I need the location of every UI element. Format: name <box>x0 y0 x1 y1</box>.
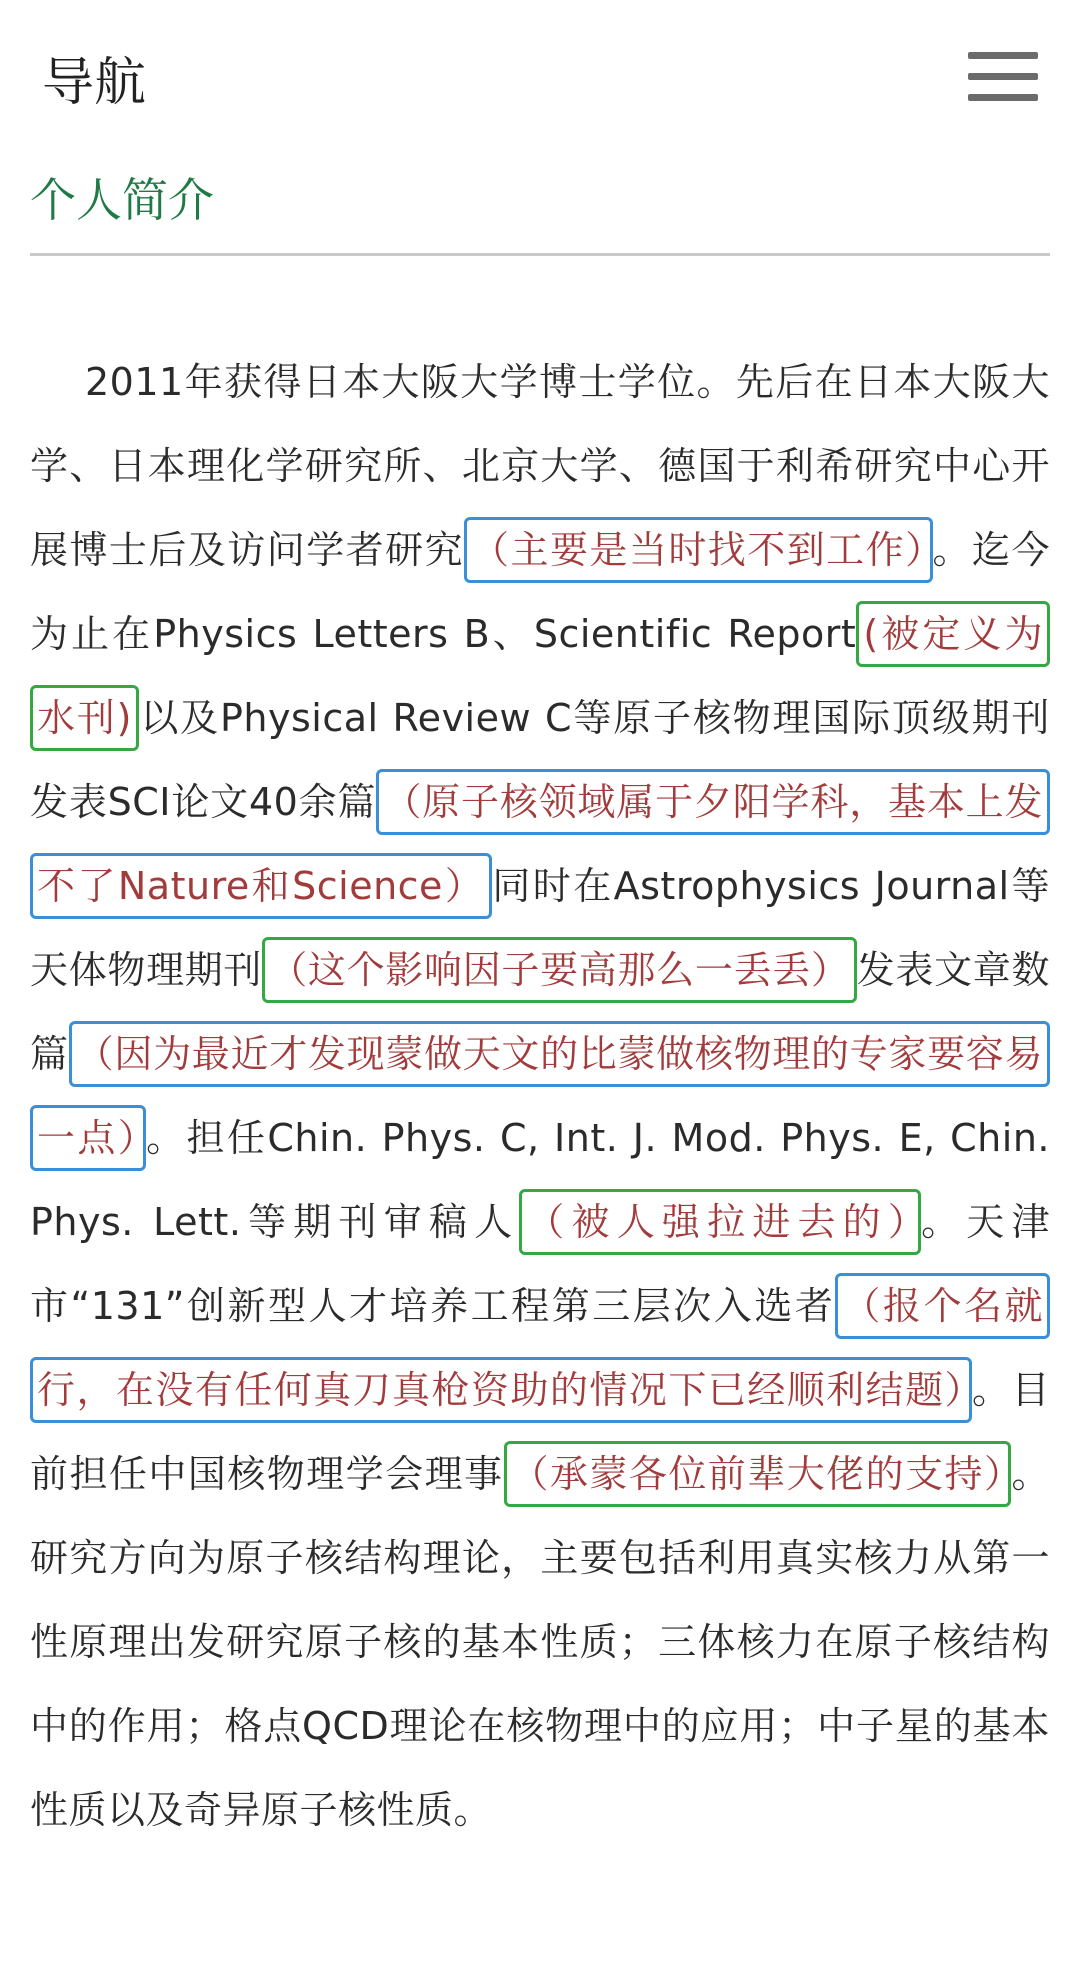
bio-text: 。研究方向为原子核结构理论，主要包括利用真实核力从第一性原理出发研究原子核的基本性质；三体核力在原子核结构中的作用；格点QCD理论在核物理中的应用；中子星的基本性质以及奇异原子核性质。 <box>30 1452 1050 1832</box>
bio-text: 。目前担任中国核物理学会理事 <box>30 1368 1050 1496</box>
menu-bar <box>968 73 1038 80</box>
annotation-green: （被人强拉进去的） <box>519 1189 921 1255</box>
annotation-green: (被定义为水刊) <box>30 601 1050 751</box>
menu-bar <box>968 94 1038 101</box>
bio-text: 以及Physical Review C等原子核物理国际顶级期刊发表SCI论文40余篇 <box>30 696 1050 824</box>
annotation-green: （这个影响因子要高那么一丢丢） <box>262 937 856 1003</box>
bio-text: 发表文章数篇 <box>30 948 1050 1076</box>
nav-title: 导航 <box>42 53 147 113</box>
hamburger-menu-icon[interactable] <box>968 52 1038 102</box>
annotation-blue: （原子核领域属于夕阳学科，基本上发不了Nature和Science） <box>30 769 1050 919</box>
bio-text: 同时在Astrophysics Journal等天体物理期刊 <box>30 864 1050 992</box>
annotation-green: （承蒙各位前辈大佬的支持） <box>504 1441 1012 1507</box>
bio-text: 。天津市“131”创新型人才培养工程第三层次入选者 <box>30 1200 1050 1328</box>
top-navbar <box>0 0 1080 150</box>
bio-text: 。迄今为止在Physics Letters B、Scientific Report <box>30 528 1050 656</box>
section-heading: 个人简介 <box>30 173 214 227</box>
bio-paragraph <box>30 340 1050 1852</box>
heading-divider <box>30 253 1050 256</box>
annotation-blue: （因为最近才发现蒙做天文的比蒙做核物理的专家要容易一点） <box>30 1021 1050 1171</box>
bio-text: 。担任Chin. Phys. C, Int. J. Mod. Phys. E, Chin. Phys. Lett.等期刊审稿人 <box>30 1116 1050 1244</box>
annotation-blue: （报个名就行，在没有任何真刀真枪资助的情况下已经顺利结题） <box>30 1273 1050 1423</box>
bio-text: 2011年获得日本大阪大学博士学位。先后在日本大阪大学、日本理化学研究所、北京大学、德国于利希研究中心开展博士后及访问学者研究 <box>30 360 1050 572</box>
annotation-blue: （主要是当时找不到工作） <box>464 517 933 583</box>
menu-bar <box>968 52 1038 59</box>
